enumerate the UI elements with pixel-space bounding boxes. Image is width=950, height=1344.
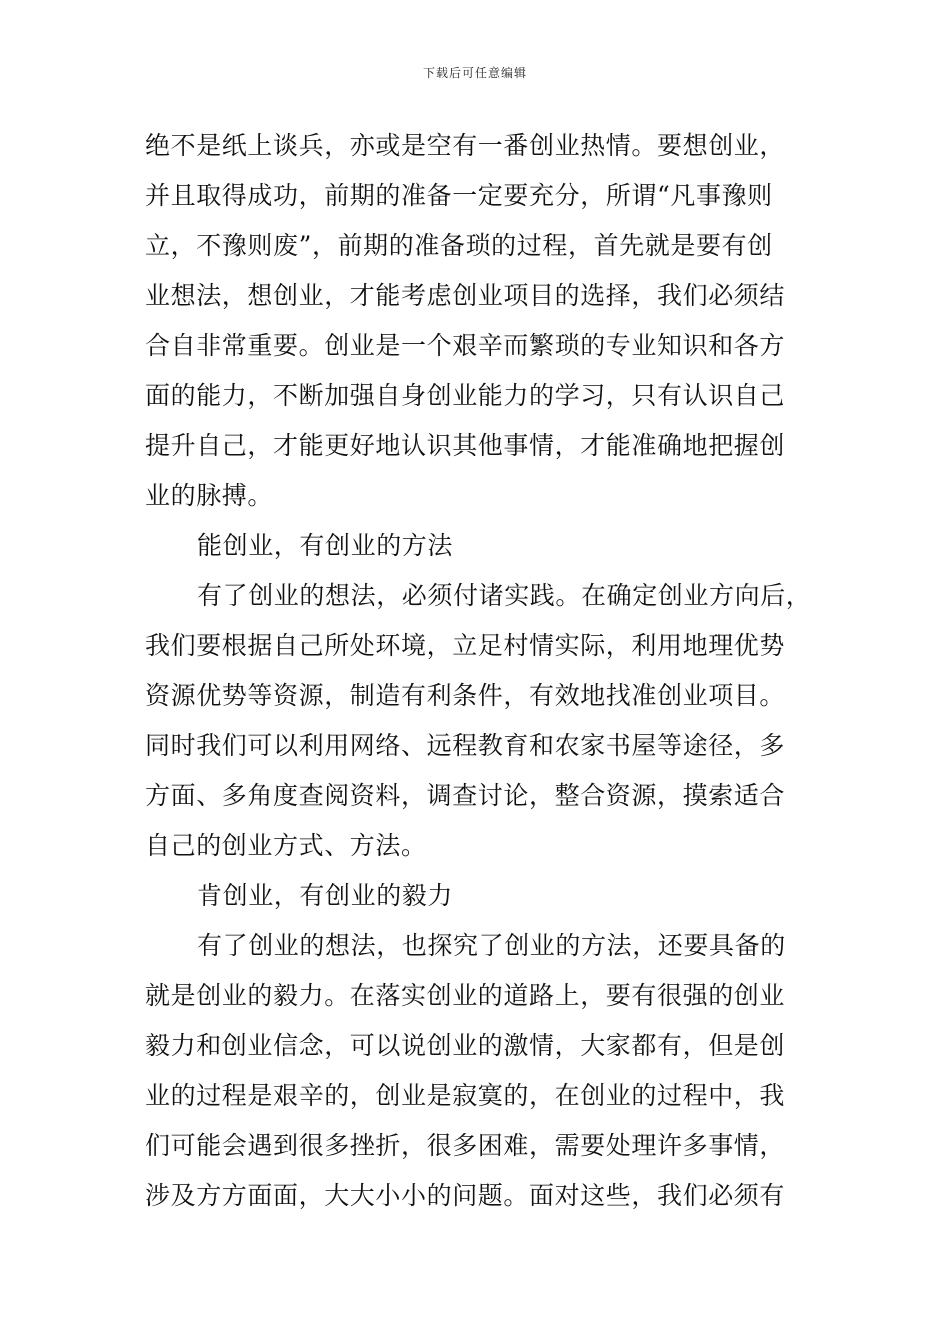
- text-line: 就是创业的毅力。在落实创业的道路上，要有很强的创业: [145, 981, 786, 1010]
- text-line: 有了创业的想法，必须付诸实践。在确定创业方向后，: [197, 581, 812, 610]
- text-line: 方面、多角度查阅资料，调查讨论，整合资源，摸索适合: [145, 781, 786, 810]
- text-line: 自己的创业方式、方法。: [145, 831, 427, 860]
- text-line: 有了创业的想法，也探究了创业的方法，还要具备的: [197, 931, 786, 960]
- text-line: 立，不豫则废”，前期的准备琐的过程，首先就是要有创: [145, 231, 773, 260]
- text-line: 我们要根据自己所处环境，立足村情实际，利用地理优势: [145, 631, 786, 660]
- text-line: 合自非常重要。创业是一个艰辛而繁琐的专业知识和各方: [145, 331, 786, 360]
- text-line: 并且取得成功，前期的准备一定要充分，所谓“凡事豫则: [145, 181, 773, 210]
- section-heading: 肯创业，有创业的毅力: [197, 881, 454, 910]
- text-line: 业的脉搏。: [145, 481, 274, 510]
- text-line: 同时我们可以利用网络、远程教育和农家书屋等途径，多: [145, 731, 786, 760]
- text-line: 们可能会遇到很多挫折，很多困难，需要处理许多事情，: [145, 1131, 786, 1160]
- text-line: 资源优势等资源，制造有利条件，有效地找准创业项目。: [145, 681, 786, 710]
- text-line: 面的能力，不断加强自身创业能力的学习，只有认识自己: [145, 381, 786, 410]
- document-body: [145, 126, 815, 1226]
- text-line: 绝不是纸上谈兵，亦或是空有一番创业热情。要想创业，: [145, 131, 786, 160]
- page-header: 下载后可任意编辑: [422, 66, 527, 80]
- text-line: 毅力和创业信念，可以说创业的激情，大家都有，但是创: [145, 1031, 786, 1060]
- text-line: 业想法，想创业，才能考虑创业项目的选择，我们必须结: [145, 281, 786, 310]
- section-heading: 能创业，有创业的方法: [197, 531, 454, 560]
- text-line: 提升自己，才能更好地认识其他事情，才能准确地把握创: [145, 431, 786, 460]
- text-line: 涉及方方面面，大大小小的问题。面对这些，我们必须有: [145, 1181, 786, 1210]
- text-line: 业的过程是艰辛的，创业是寂寞的，在创业的过程中，我: [145, 1081, 786, 1110]
